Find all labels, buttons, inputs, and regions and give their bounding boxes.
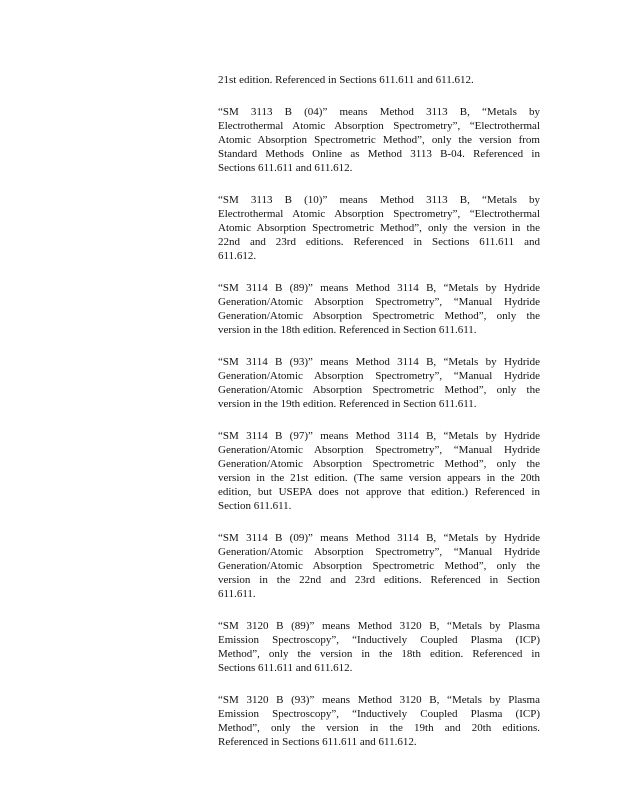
- text-line: Sections 611.611 and 611.612.: [218, 162, 353, 174]
- text-line: Emission Spectroscopy”, “Inductively Coupled Plasma (ICP): [218, 708, 540, 720]
- text-line: edition, but USEPA does not approve that edition.) Referenced in: [218, 486, 540, 498]
- paragraph: [218, 531, 540, 601]
- text-line: “SM 3120 B (89)” means Method 3120 B, “Metals by Plasma: [218, 620, 540, 632]
- text-line: Sections 611.611 and 611.612.: [218, 662, 353, 674]
- paragraph: [218, 281, 540, 337]
- text-line: Generation/Atomic Absorption Spectrometry”, “Manual Hydride: [218, 444, 540, 456]
- text-line: Section 611.611.: [218, 500, 292, 512]
- text-line: Atomic Absorption Spectrometric Method”, only the version in the: [218, 222, 540, 234]
- text-line: Generation/Atomic Absorption Spectrometric Method”, only the: [218, 310, 540, 322]
- text-line: version in the 18th edition. Referenced in Section 611.611.: [218, 324, 477, 336]
- text-line: Generation/Atomic Absorption Spectrometry”, “Manual Hydride: [218, 546, 540, 558]
- text-line: “SM 3120 B (93)” means Method 3120 B, “Metals by Plasma: [218, 694, 540, 706]
- text-line: “SM 3113 B (10)” means Method 3113 B, “Metals by: [218, 194, 540, 206]
- text-line: Emission Spectroscopy”, “Inductively Coupled Plasma (ICP): [218, 634, 540, 646]
- text-line: Electrothermal Atomic Absorption Spectrometry”, “Electrothermal: [218, 208, 540, 220]
- text-line: “SM 3114 B (93)” means Method 3114 B, “Metals by Hydride: [218, 356, 540, 368]
- text-line: “SM 3114 B (09)” means Method 3114 B, “Metals by Hydride: [218, 532, 540, 544]
- text-line: Electrothermal Atomic Absorption Spectrometry”, “Electrothermal: [218, 120, 540, 132]
- text-line: Standard Methods Online as Method 3113 B-04. Referenced in: [218, 148, 540, 160]
- text-line: Generation/Atomic Absorption Spectrometry”, “Manual Hydride: [218, 370, 540, 382]
- text-line: 611.611.: [218, 588, 256, 600]
- text-line: “SM 3114 B (89)” means Method 3114 B, “Metals by Hydride: [218, 282, 540, 294]
- paragraph: [218, 693, 540, 749]
- text-line: Referenced in Sections 611.611 and 611.612.: [218, 736, 417, 748]
- text-line: Atomic Absorption Spectrometric Method”, only the version from: [218, 134, 540, 146]
- paragraph: [218, 105, 540, 175]
- text-line: version in the 21st edition. (The same version appears in the 20th: [218, 472, 540, 484]
- text-line: Generation/Atomic Absorption Spectrometric Method”, only the: [218, 560, 540, 572]
- paragraph: [218, 619, 540, 675]
- text-line: 21st edition. Referenced in Sections 611.611 and 611.612.: [218, 74, 474, 86]
- text-line: Method”, only the version in the 18th edition. Referenced in: [218, 648, 540, 660]
- paragraph: [218, 429, 540, 513]
- text-line: 22nd and 23rd editions. Referenced in Sections 611.611 and: [218, 236, 540, 248]
- paragraph: [218, 73, 540, 87]
- text-line: Generation/Atomic Absorption Spectrometric Method”, only the: [218, 384, 540, 396]
- paragraph: [218, 355, 540, 411]
- text-line: “SM 3113 B (04)” means Method 3113 B, “Metals by: [218, 106, 540, 118]
- text-line: Generation/Atomic Absorption Spectrometric Method”, only the: [218, 458, 540, 470]
- text-line: version in the 19th edition. Referenced in Section 611.611.: [218, 398, 477, 410]
- text-line: Generation/Atomic Absorption Spectrometry”, “Manual Hydride: [218, 296, 540, 308]
- text-line: “SM 3114 B (97)” means Method 3114 B, “Metals by Hydride: [218, 430, 540, 442]
- text-line: 611.612.: [218, 250, 257, 262]
- text-line: version in the 22nd and 23rd editions. Referenced in Section: [218, 574, 540, 586]
- text-line: Method”, only the version in the 19th and 20th editions.: [218, 722, 540, 734]
- document-page: [218, 73, 540, 767]
- paragraph: [218, 193, 540, 263]
